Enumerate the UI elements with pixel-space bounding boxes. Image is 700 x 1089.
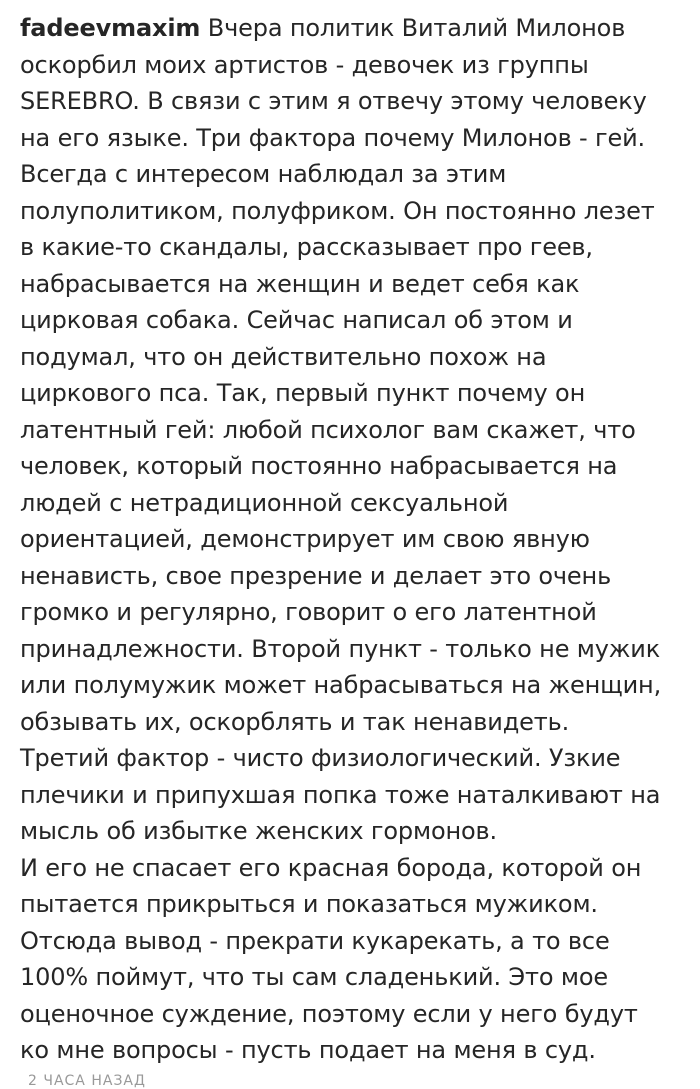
comment-line: подумал, что он действительно похож на (20, 342, 547, 371)
comment-line: громко и регулярно, говорит о его латентной (20, 598, 597, 626)
comment-line: оскорбил моих артистов - девочек из группы (20, 50, 589, 79)
comment-line: плечики и припухшая попка тоже наталкивают на (20, 780, 661, 809)
comment-text: Вчера политик Виталий Милонов (200, 14, 626, 42)
comment-line: ненависть, свое презрение и делает это очень (20, 561, 612, 590)
comment-line: пытается прикрыться и показаться мужиком. (20, 890, 598, 918)
comment-line: циркового пса. Так, первый пункт почему он (20, 379, 586, 407)
comment-line: 100% поймут, что ты сам сладенький. Это мое (20, 963, 608, 991)
comment-line: Отсюда вывод - прекрати кукарекать, а то все (20, 926, 610, 955)
comment-line: обзывать их, оскорблять и так ненавидеть. (20, 707, 570, 736)
comment-line: латентный гей: любой психолог вам скажет, что (20, 415, 636, 444)
comment-line: людей с нетрадиционной сексуальной (20, 488, 509, 517)
comment-line: оценочное суждение, поэтому если у него будут (20, 999, 638, 1028)
comment-line: мысль об избытке женских гормонов. (20, 817, 498, 845)
comment-line: ко мне вопросы - пусть подает на меня в суд. (20, 1036, 596, 1064)
username-link[interactable]: fadeevmaxim (20, 14, 201, 42)
comment-line: полуполитиком, полуфриком. Он постоянно лезет (20, 196, 655, 225)
comment-line: на его языке. Три фактора почему Милонов - гей. (20, 123, 646, 152)
comment-line: ориентацией, демонстрирует им свою явную (20, 525, 590, 553)
comment-line: или полумужик может набрасываться на женщин, (20, 671, 662, 699)
comment-timestamp: 2 ЧАСА НАЗАД (28, 1073, 146, 1089)
comment-line: в какие-то скандалы, рассказывает про геев, (20, 233, 593, 261)
comment-body (20, 10, 692, 1069)
comment-line: принадлежности. Второй пункт - только не мужик (20, 634, 661, 663)
comment-line: цирковая собака. Сейчас написал об этом и (20, 306, 573, 334)
comment-line: И его не спасает его красная борода, которой он (20, 853, 642, 882)
comment-line: SEREBRO. В связи с этим я отвечу этому человеку (20, 87, 647, 115)
comment-line: человек, который постоянно набрасывается на (20, 452, 618, 480)
comment-line: набрасывается на женщин и ведет себя как (20, 269, 580, 298)
comment-line: Всегда с интересом наблюдал за этим (20, 160, 507, 188)
comment-line: Третий фактор - чисто физиологический. Узкие (20, 744, 621, 772)
comment-line (20, 10, 692, 47)
